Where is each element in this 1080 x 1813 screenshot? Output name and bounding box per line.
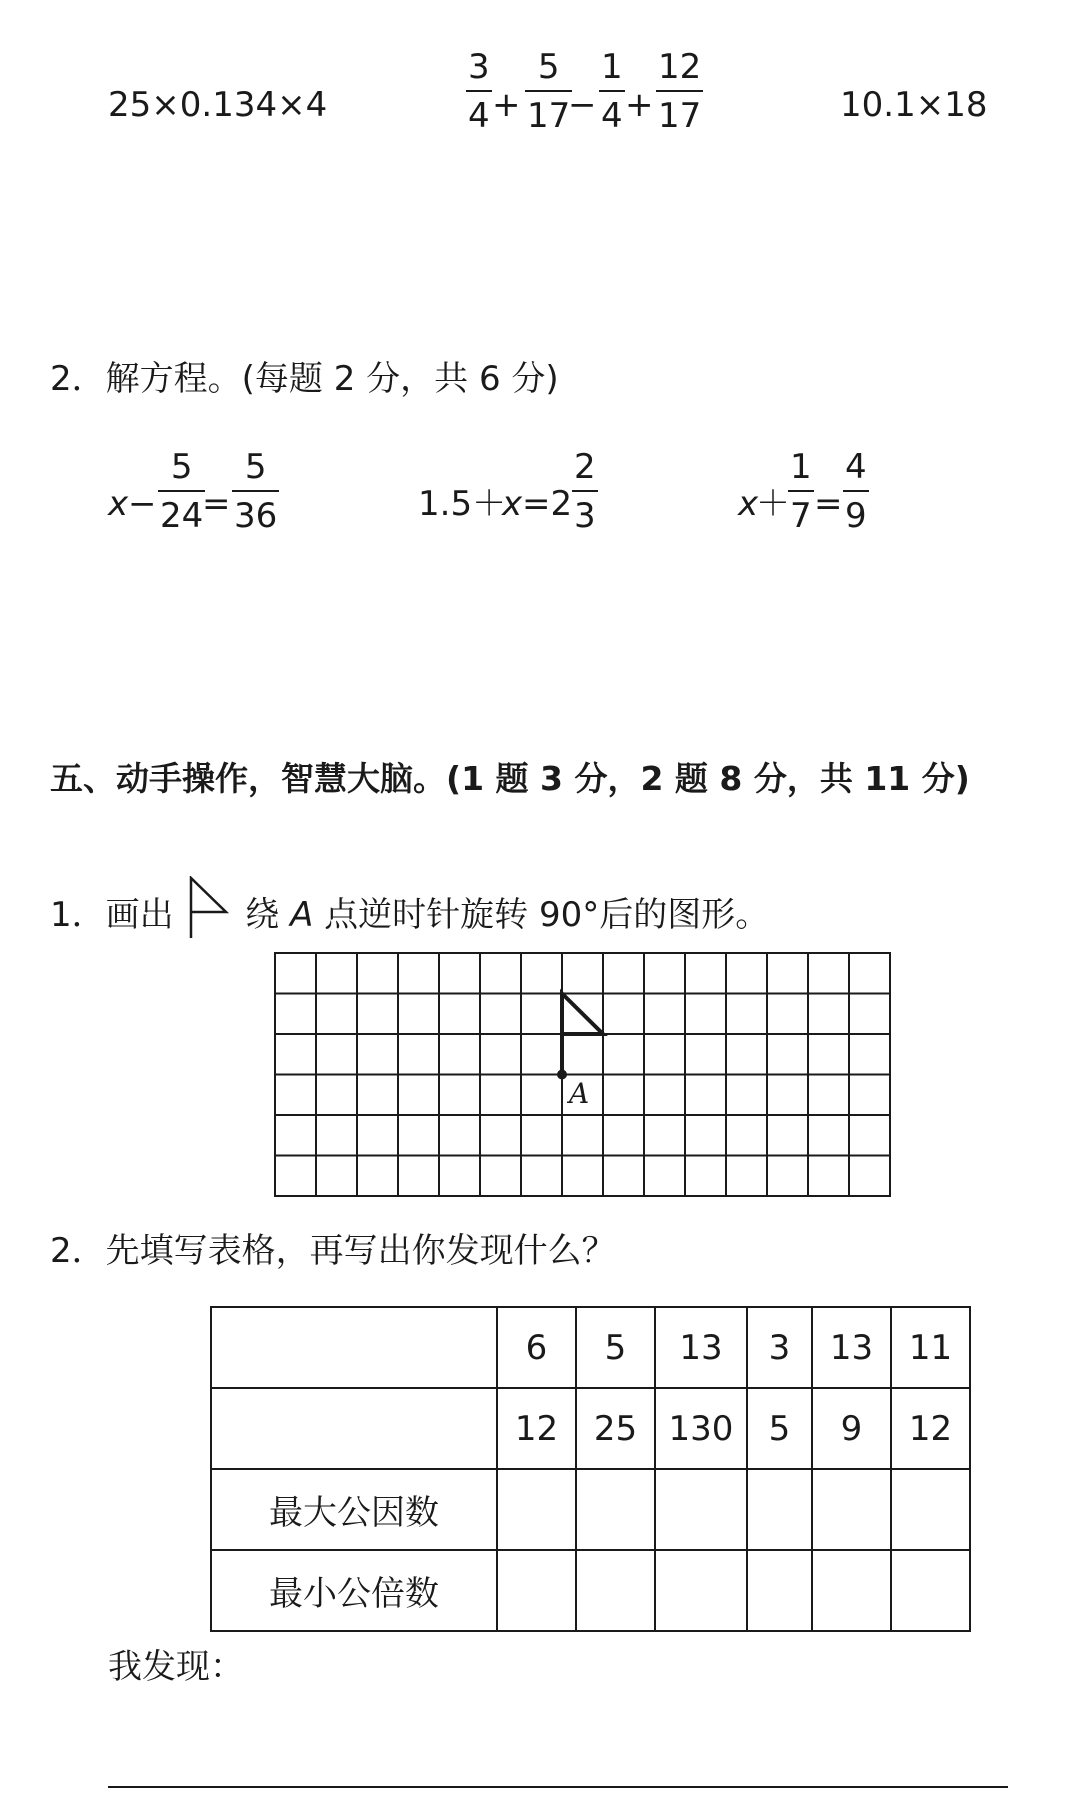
q1-suffix: 点逆时针旋转 90°后的图形。 [313, 895, 770, 935]
answer-cell[interactable] [747, 1550, 812, 1631]
gcd-lcm-table [210, 1306, 971, 1632]
denominator: 4 [468, 96, 490, 136]
table-cell: 5 [576, 1307, 655, 1388]
fraction [572, 447, 598, 536]
denominator: 9 [845, 496, 867, 536]
table-cell: 5 [747, 1388, 812, 1469]
table-cell: 9 [812, 1388, 891, 1469]
operator: − [568, 85, 597, 125]
operator: + [492, 85, 521, 125]
answer-cell[interactable] [812, 1469, 891, 1550]
q2-table-heading: 2．先填写表格，再写出你发现什么？ [50, 1231, 616, 1271]
point-a-label: A [569, 1077, 590, 1110]
q2-heading: 2．解方程。(每题 2 分，共 6 分) [50, 359, 559, 399]
denominator: 17 [527, 96, 571, 136]
grid-lines [275, 953, 890, 1196]
numerator: 5 [170, 447, 193, 487]
numerator: 1 [601, 47, 623, 87]
table-cell-blank [211, 1388, 497, 1469]
calc-expr-1: 25×0.134×4 [108, 85, 328, 125]
flag-shape [562, 994, 603, 1075]
table-cell: 11 [891, 1307, 970, 1388]
answer-line[interactable] [108, 1786, 1008, 1788]
q1-prefix: 1．画出 [50, 895, 174, 935]
row-label-lcm: 最小公倍数 [211, 1550, 497, 1631]
calc-expr-3: 10.1×18 [840, 85, 988, 125]
point-a [557, 1070, 567, 1080]
row-label-gcd: 最大公因数 [211, 1469, 497, 1550]
denominator: 7 [790, 496, 812, 536]
answer-cell[interactable] [891, 1550, 970, 1631]
denominator: 24 [160, 496, 204, 536]
denominator: 3 [574, 496, 596, 536]
table-cell: 6 [497, 1307, 576, 1388]
denominator: 4 [601, 96, 623, 136]
equation-lhs: 1.5＋ [418, 484, 507, 524]
denominator: 36 [234, 496, 278, 536]
q1-point: A [290, 895, 314, 935]
fraction [788, 447, 814, 536]
fraction [525, 47, 572, 136]
table-row [211, 1388, 970, 1469]
variable: x [108, 484, 129, 524]
answer-cell[interactable] [576, 1550, 655, 1631]
operator: ＋ [756, 484, 790, 524]
fraction [232, 447, 279, 536]
operator: − [128, 484, 157, 524]
denominator: 17 [658, 96, 702, 136]
section-5-heading: 五、动手操作，智慧大脑。(1 题 3 分，2 题 8 分，共 11 分) [50, 759, 970, 798]
operator: + [625, 85, 654, 125]
numerator: 1 [790, 447, 812, 487]
table-cell: 130 [655, 1388, 747, 1469]
numerator: 4 [845, 447, 867, 487]
answer-cell[interactable] [655, 1550, 747, 1631]
numerator: 5 [537, 47, 560, 87]
table-row [211, 1469, 970, 1550]
q1-mid: 绕 [245, 895, 291, 935]
answer-cell[interactable] [891, 1469, 970, 1550]
q1-text [50, 876, 769, 938]
numerator: 3 [468, 47, 490, 87]
answer-cell[interactable] [747, 1469, 812, 1550]
table-cell-blank [211, 1307, 497, 1388]
fraction [843, 447, 869, 536]
variable: x [738, 484, 759, 524]
variable: x [502, 484, 523, 524]
rotation-grid [272, 950, 902, 1200]
table-cell: 13 [812, 1307, 891, 1388]
table-cell: 25 [576, 1388, 655, 1469]
fraction [158, 447, 205, 536]
answer-cell[interactable] [497, 1550, 576, 1631]
table-cell: 3 [747, 1307, 812, 1388]
fraction [466, 47, 492, 136]
flag-icon [188, 876, 230, 938]
answer-cell[interactable] [576, 1469, 655, 1550]
answer-cell[interactable] [812, 1550, 891, 1631]
table-cell: 12 [497, 1388, 576, 1469]
operator: = [202, 484, 231, 524]
numerator: 12 [658, 47, 702, 87]
answer-cell[interactable] [655, 1469, 747, 1550]
operator: =2 [522, 484, 573, 524]
table-cell: 12 [891, 1388, 970, 1469]
answer-cell[interactable] [497, 1469, 576, 1550]
fraction [599, 47, 625, 136]
table-row [211, 1307, 970, 1388]
numerator: 5 [244, 447, 267, 487]
operator: = [814, 484, 843, 524]
numerator: 2 [574, 447, 596, 487]
table-row [211, 1550, 970, 1631]
table-cell: 13 [655, 1307, 747, 1388]
finding-label: 我发现： [108, 1647, 244, 1687]
fraction [656, 47, 703, 136]
